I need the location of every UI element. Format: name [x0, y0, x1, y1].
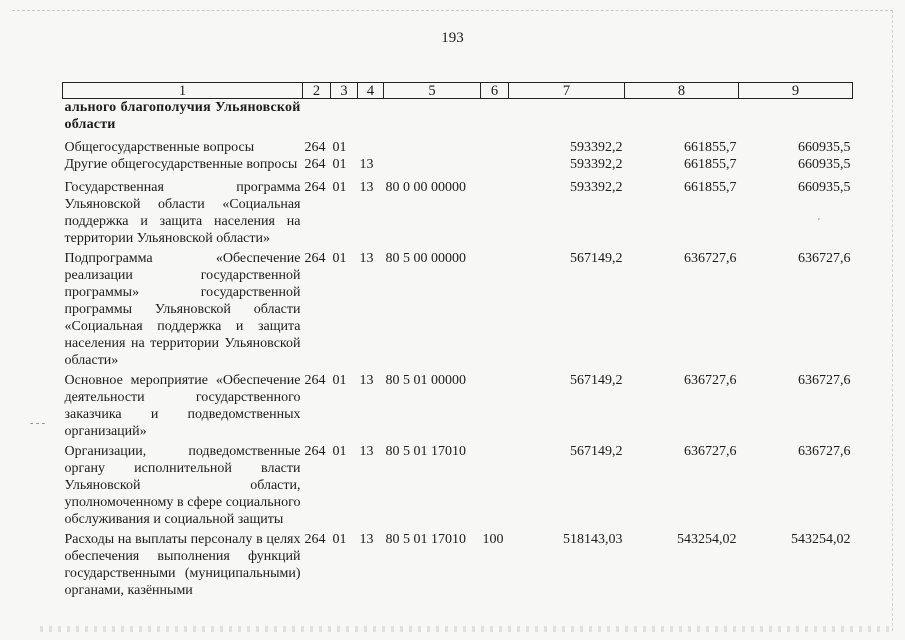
col-header: 2: [303, 83, 331, 99]
row-code-section: 01: [332, 251, 347, 266]
row-code-section: 01: [332, 532, 347, 547]
row-value-col9: 636727,6: [798, 373, 851, 388]
row-code-type: 100: [482, 532, 504, 547]
row-value-col9: 660935,5: [798, 157, 851, 172]
row-value-col8: 661855,7: [684, 140, 737, 155]
row-name: Расходы на выплаты персоналу в целях обеспечения выполнения функций государственными (муниципальными) органами, казёнными: [64, 532, 301, 598]
row-value-col9: 660935,5: [798, 180, 851, 195]
row-value-col7: 593392,2: [570, 140, 623, 155]
col-header: 5: [384, 83, 481, 99]
row-code-type: [481, 133, 509, 156]
row-code-subsection: 13: [359, 444, 374, 459]
row-name: Государственная программа Ульяновской области «Социальная поддержка и защита населения на территории Ульяновской области»: [64, 180, 301, 246]
row-code-target: 80 5 01 17010: [385, 532, 466, 547]
row-value-col7: 518143,03: [563, 532, 623, 547]
col-header: 3: [331, 83, 358, 99]
budget-table: [62, 82, 853, 599]
row-value-col7: 567149,2: [570, 373, 623, 388]
row-value-col8: 543254,02: [677, 532, 737, 547]
row-code-section: 01: [332, 373, 347, 388]
row-code-ministry: 264: [304, 532, 326, 547]
scan-noise: [40, 626, 890, 632]
col-header: 1: [63, 83, 303, 99]
row-code-ministry: 264: [304, 180, 326, 195]
table-row: [63, 369, 853, 440]
row-code-ministry: 264: [304, 444, 326, 459]
col-header: 9: [739, 83, 853, 99]
table-row: [63, 133, 853, 156]
row-value-col8: 636727,6: [684, 444, 737, 459]
row-value-col8: 661855,7: [684, 157, 737, 172]
col-header: 7: [509, 83, 625, 99]
row-code-type: [481, 156, 509, 173]
row-value-col8: 636727,6: [684, 251, 737, 266]
row-code-subsection: 13: [359, 373, 374, 388]
row-code-ministry: 264: [304, 140, 326, 155]
scan-mark: ': [818, 217, 820, 228]
row-code-ministry: 264: [304, 251, 326, 266]
row-code-type: [481, 173, 509, 247]
row-code-section: 01: [332, 444, 347, 459]
row-value-col9: 636727,6: [798, 251, 851, 266]
row-value-col8: 636727,6: [684, 373, 737, 388]
table-header-row: [63, 83, 853, 99]
row-name: Основное мероприятие «Обеспечение деятельности государственного заказчика и подведомственных организаций»: [64, 373, 301, 439]
continuation-row: [63, 99, 853, 134]
row-code-section: 01: [332, 140, 347, 155]
row-name: Общегосударственные вопросы: [64, 140, 255, 155]
col-header: 8: [625, 83, 739, 99]
row-code-subsection: 13: [359, 532, 374, 547]
row-code-target: 80 5 00 00000: [385, 251, 466, 266]
row-value-col9: 543254,02: [791, 532, 851, 547]
scan-mark: - - -: [30, 418, 45, 429]
row-code-type: [481, 247, 509, 369]
row-value-col8: 661855,7: [684, 180, 737, 195]
row-code-subsection: 13: [359, 251, 374, 266]
col-header: 4: [358, 83, 384, 99]
row-code-subsection: 13: [359, 157, 374, 172]
row-name: Подпрограмма «Обеспечение реализации государственной программы» государственной программы Ульяновской области «Социальная поддержка и защита населения на территории Ульяновской области»: [64, 251, 301, 368]
row-code-section: 01: [332, 157, 347, 172]
row-code-target: [384, 133, 481, 156]
row-code-ministry: 264: [304, 373, 326, 388]
col-header: 6: [481, 83, 509, 99]
row-code-section: 01: [332, 180, 347, 195]
table-row: [63, 247, 853, 369]
row-code-target: 80 5 01 17010: [385, 444, 466, 459]
row-value-col9: 660935,5: [798, 140, 851, 155]
table-row: [63, 173, 853, 247]
table-row: [63, 440, 853, 528]
row-value-col7: 593392,2: [570, 157, 623, 172]
row-value-col9: 636727,6: [798, 444, 851, 459]
row-code-subsection: 13: [359, 180, 374, 195]
table-row: [63, 156, 853, 173]
continuation-text: ального благополучия Ульяновской области: [64, 100, 301, 132]
row-value-col7: 567149,2: [570, 251, 623, 266]
row-value-col7: 593392,2: [570, 180, 623, 195]
row-name: Другие общегосударственные вопросы: [64, 157, 298, 172]
page-number: 193: [441, 30, 464, 46]
row-code-ministry: 264: [304, 157, 326, 172]
row-code-target: 80 0 00 00000: [385, 180, 466, 195]
row-code-target: [384, 156, 481, 173]
row-code-target: 80 5 01 00000: [385, 373, 466, 388]
row-code-subsection: [358, 133, 384, 156]
table-row: [63, 528, 853, 599]
row-name: Организации, подведомственные органу исполнительной власти Ульяновской области, уполномоченному в сфере социального обслуживания и социальной защиты: [64, 444, 301, 527]
row-code-type: [481, 440, 509, 528]
row-code-type: [481, 369, 509, 440]
row-value-col7: 567149,2: [570, 444, 623, 459]
